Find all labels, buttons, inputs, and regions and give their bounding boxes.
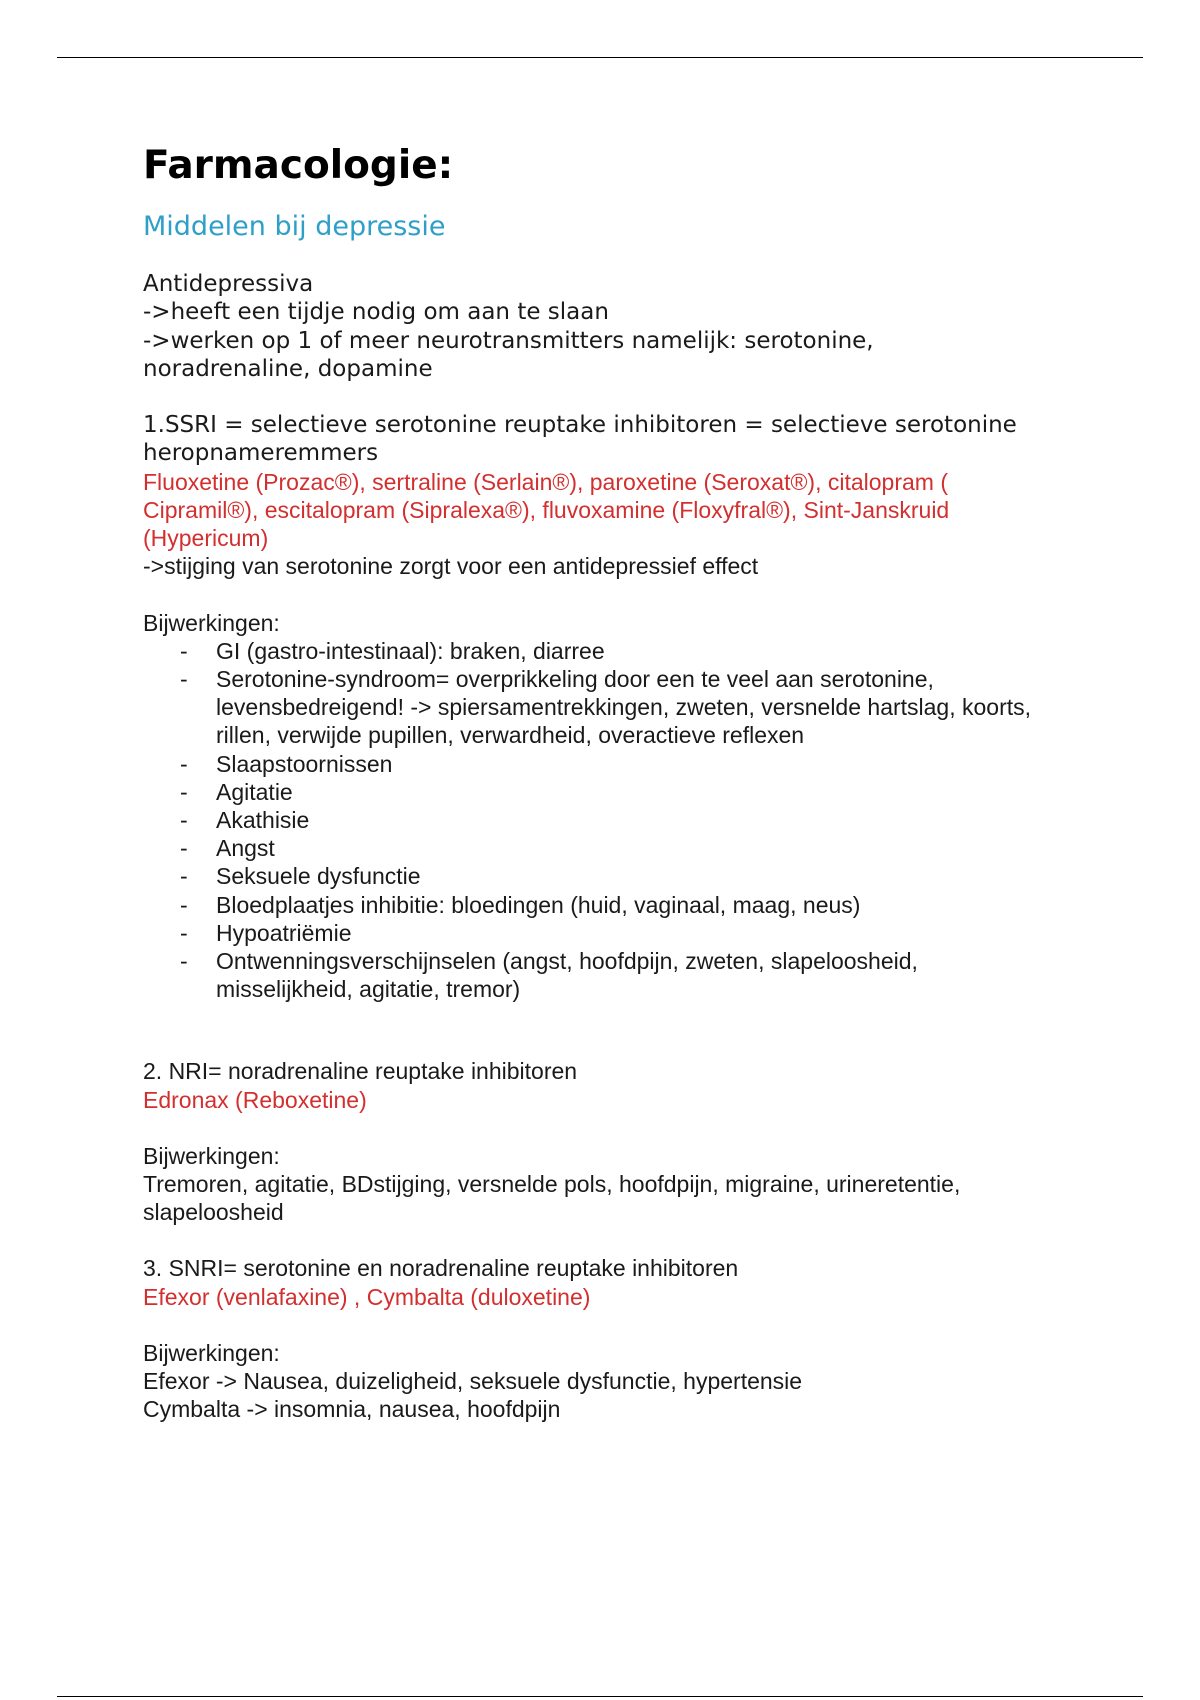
intro-heading: Antidepressiva — [143, 271, 314, 297]
snri-drugs: Efexor (venlafaxine) , Cymbalta (duloxetine) — [143, 1283, 591, 1310]
dash-bullet: - — [180, 807, 188, 834]
ssri-effect: ->stijging van serotonine zorgt voor een antidepressief effect — [143, 553, 759, 580]
dash-bullet: - — [180, 863, 188, 890]
list-item: - Angst — [180, 835, 275, 862]
list-item: - Bloedplaatjes inhibitie: bloedingen (huid, vaginaal, maag, neus) — [180, 891, 861, 918]
nri-side-effects-label: Bijwerkingen: — [143, 1142, 280, 1169]
section-subtitle: Middelen bij depressie — [143, 211, 446, 242]
nri-section — [143, 1057, 1043, 1226]
dash-bullet: - — [180, 778, 188, 805]
dash-bullet: - — [180, 948, 188, 975]
dash-bullet: - — [180, 835, 188, 862]
ssri-heading: 1.SSRI = selectieve serotonine reuptake inhibitoren = selectieve serotonine heropnameremmers — [143, 412, 1017, 467]
dash-bullet: - — [180, 666, 188, 692]
page-title: Farmacologie: — [143, 143, 454, 188]
list-item: - GI (gastro-intestinaal): braken, diarree — [180, 637, 605, 664]
snri-side-effects-label: Bijwerkingen: — [143, 1339, 280, 1366]
ssri-side-effects-label: Bijwerkingen: — [143, 609, 280, 636]
snri-section — [143, 1254, 1043, 1423]
intro-line-2: ->werken op 1 of meer neurotransmitters namelijk: serotonine, noradrenaline, dopamine — [143, 327, 874, 382]
list-item: - Hypoatriëmie — [180, 919, 352, 946]
list-item: - Serotonine-syndroom= overprikkeling door een te veel aan serotonine, levensbedreigend! -> spiersamentrekkingen, zweten, versnelde hartslag, koorts, rillen, verwijde pupillen, verwardheid, overactieve reflexen — [180, 666, 1032, 749]
dash-bullet: - — [180, 919, 188, 946]
dash-bullet: - — [180, 891, 188, 918]
bottom-rule — [57, 1696, 1143, 1697]
list-item: - Slaapstoornissen — [180, 750, 393, 777]
snri-cymbalta-side-effects: Cymbalta -> insomnia, nausea, hoofdpijn — [143, 1396, 561, 1423]
nri-drugs: Edronax (Reboxetine) — [143, 1086, 367, 1113]
list-item: - Ontwenningsverschijnselen (angst, hoofdpijn, zweten, slapeloosheid, misselijkheid, agitatie, tremor) — [180, 948, 918, 1003]
top-rule — [57, 57, 1143, 58]
intro-line-1: ->heeft een tijdje nodig om aan te slaan — [143, 299, 609, 326]
snri-efexor-side-effects: Efexor -> Nausea, duizeligheid, seksuele dysfunctie, hypertensie — [143, 1368, 803, 1395]
list-item: - Agitatie — [180, 778, 293, 805]
ssri-side-effects-list — [143, 637, 1043, 1004]
dash-bullet: - — [180, 637, 188, 664]
ssri-drugs: Fluoxetine (Prozac®), sertraline (Serlain®), paroxetine (Seroxat®), citalopram ( Cipramil®), escitalopram (Sipralexa®), fluvoxamine (Floxyfral®), Sint-Janskruid (Hypericum) — [143, 468, 950, 552]
document-body — [143, 138, 1043, 1423]
nri-side-effects: Tremoren, agitatie, BDstijging, versnelde pols, hoofdpijn, migraine, urineretentie, slapeloosheid — [143, 1171, 961, 1226]
list-item: - Akathisie — [180, 807, 310, 834]
snri-heading: 3. SNRI= serotonine en noradrenaline reuptake inhibitoren — [143, 1255, 739, 1282]
list-item: - Seksuele dysfunctie — [180, 863, 421, 890]
nri-heading: 2. NRI= noradrenaline reuptake inhibitoren — [143, 1058, 578, 1085]
ssri-section — [143, 411, 1043, 1003]
dash-bullet: - — [180, 750, 188, 777]
intro-block — [143, 270, 1043, 383]
